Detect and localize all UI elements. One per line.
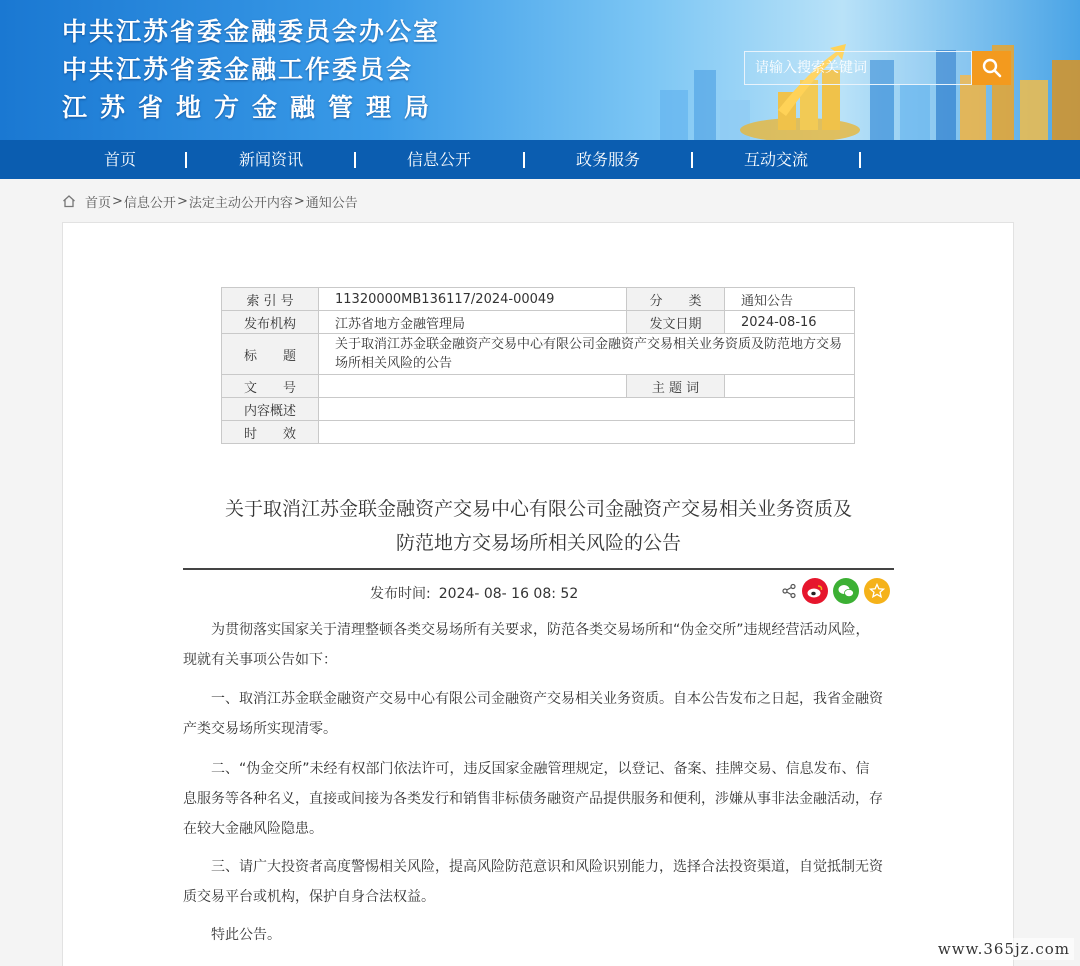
breadcrumb-statutory-content[interactable]: 法定主动公开内容 <box>188 195 293 211</box>
date-label: 发文日期 <box>627 311 725 334</box>
publish-time-label: 发布时间: <box>370 586 431 602</box>
header-banner <box>0 0 1080 140</box>
validity-value <box>319 421 855 444</box>
document-meta-table <box>221 287 855 444</box>
article-paragraph-2: 二、“伪金交所”未经有权部门依法许可，违反国家金融管理规定，以登记、备案、挂牌交易、信息发布、信息服务等各种名义，直接或间接为各类发行和销售非标债务融资产品提供服务和便利，涉嫌从事非法金融活动，存在较大金融风险隐患。 <box>183 761 883 837</box>
summary-value <box>319 398 855 421</box>
share-icon[interactable] <box>781 583 797 599</box>
article-title <box>183 492 894 560</box>
keywords-label: 主 题 词 <box>627 375 725 398</box>
nav-divider <box>354 152 356 168</box>
validity-label: 时 效 <box>222 421 319 444</box>
breadcrumb-separator: > <box>112 193 123 209</box>
publisher-label: 发布机构 <box>222 311 319 334</box>
main-nav <box>0 140 1080 179</box>
nav-divider <box>523 152 525 168</box>
nav-divider <box>691 152 693 168</box>
article-title-line-2: 防范地方交易场所相关风险的公告 <box>395 532 681 554</box>
site-title-line-2: 中共江苏省委金融工作委员会 <box>62 55 414 84</box>
article-paragraph-intro: 为贯彻落实国家关于清理整顿各类交易场所有关要求，防范各类交易场所和“伪金交所”违规经营活动风险，现就有关事项公告如下： <box>183 622 870 668</box>
category-value: 通知公告 <box>725 288 855 311</box>
site-title-line-3: 江苏省地方金融管理局 <box>62 93 443 122</box>
nav-item-home[interactable]: 首页 <box>103 150 136 169</box>
breadcrumb-home[interactable]: 首页 <box>85 195 112 211</box>
nav-divider <box>859 152 861 168</box>
city-skyline-graphic <box>660 30 1080 140</box>
article-paragraph-3: 三、请广大投资者高度警惕相关风险，提高风险防范意识和风险识别能力，选择合法投资渠道，自觉抵制无资质交易平台或机构，保护自身合法权益。 <box>183 859 883 905</box>
breadcrumb-separator: > <box>176 193 188 209</box>
nav-item-gov-services[interactable]: 政务服务 <box>575 150 640 169</box>
date-value: 2024-08-16 <box>725 311 855 334</box>
publish-time <box>370 583 578 603</box>
article-title-line-1: 关于取消江苏金联金融资产交易中心有限公司金融资产交易相关业务资质及 <box>224 498 852 520</box>
index-label: 索 引 号 <box>222 288 319 311</box>
weibo-icon[interactable] <box>802 578 828 604</box>
breadcrumb-info-disclosure[interactable]: 信息公开 <box>123 195 176 211</box>
title-divider <box>183 568 894 570</box>
title-label: 标 题 <box>222 334 319 375</box>
keywords-value <box>725 375 855 398</box>
breadcrumb <box>62 191 358 211</box>
nav-item-info-disclosure[interactable]: 信息公开 <box>406 150 471 169</box>
docno-label: 文 号 <box>222 375 319 398</box>
watermark: www.365jz.com <box>934 938 1074 960</box>
share-bar <box>781 578 890 604</box>
magnifier-icon <box>982 58 1002 78</box>
nav-divider <box>185 152 187 168</box>
article-paragraph-1: 一、取消江苏金联金融资产交易中心有限公司金融资产交易相关业务资质。自本公告发布之日起，我省金融资产类交易场所实现清零。 <box>183 691 883 737</box>
home-icon <box>62 194 76 208</box>
nav-item-news[interactable]: 新闻资讯 <box>238 150 303 169</box>
site-title-line-1: 中共江苏省委金融委员会办公室 <box>62 17 441 46</box>
favorite-star-icon[interactable] <box>864 578 890 604</box>
nav-item-interaction[interactable]: 互动交流 <box>743 150 808 169</box>
article-paragraph-closing: 特此公告。 <box>211 927 281 943</box>
breadcrumb-notices[interactable]: 通知公告 <box>305 195 358 211</box>
docno-value <box>319 375 627 398</box>
breadcrumb-separator: > <box>293 193 305 209</box>
summary-label: 内容概述 <box>222 398 319 421</box>
category-label: 分 类 <box>627 288 725 311</box>
wechat-icon[interactable] <box>833 578 859 604</box>
title-value: 关于取消江苏金联金融资产交易中心有限公司金融资产交易相关业务资质及防范地方交易场所相关风险的公告 <box>319 334 855 375</box>
publisher-value: 江苏省地方金融管理局 <box>319 311 627 334</box>
search-button[interactable] <box>972 51 1011 85</box>
index-value: 11320000MB136117/2024-00049 <box>319 288 627 311</box>
search-input[interactable] <box>744 51 972 85</box>
publish-time-value: 2024- 08- 16 08: 52 <box>438 586 579 602</box>
